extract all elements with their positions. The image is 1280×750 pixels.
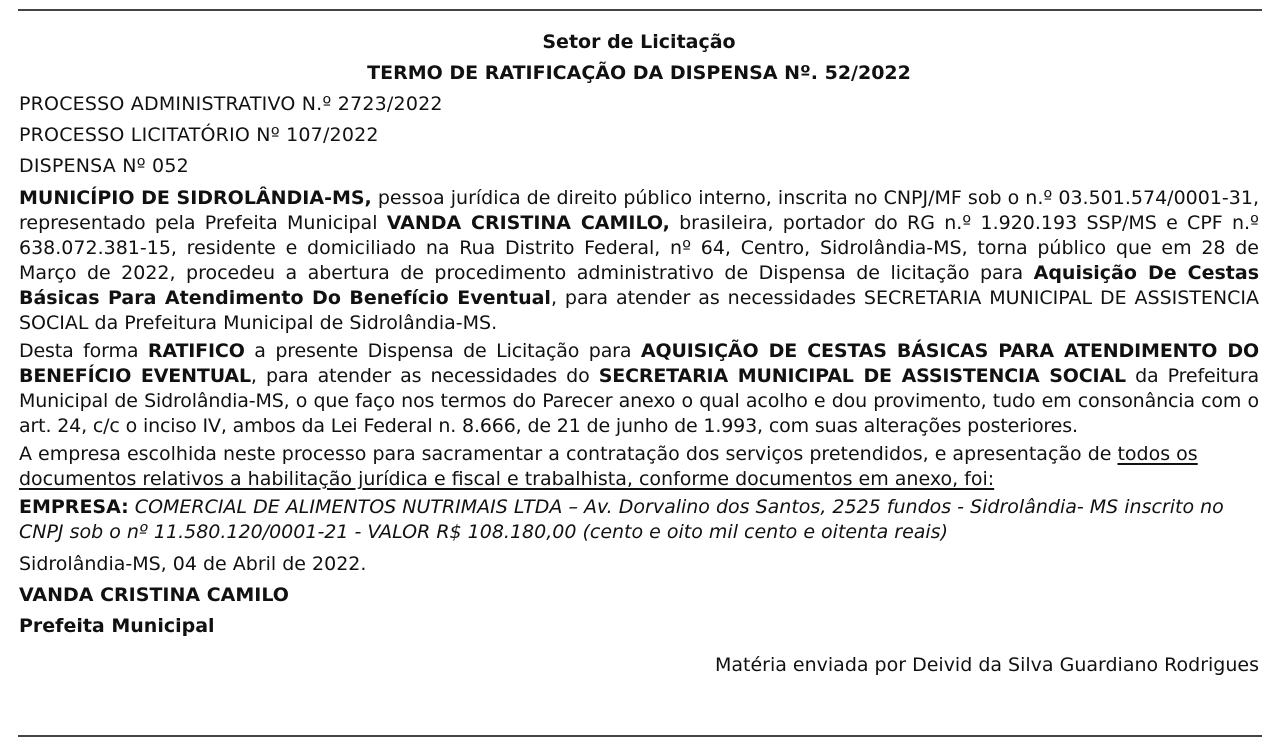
objeto-title: Aquisição De Cestas Básicas Para Atendimento Do Benefício Eventual <box>19 262 1260 309</box>
processo-administrativo: PROCESSO ADMINISTRATIVO N.º 2723/2022 <box>19 93 443 115</box>
objeto-upper: AQUISIÇÃO DE CESTAS BÁSICAS PARA ATENDIMENTO DO BENEFÍCIO EVENTUAL <box>19 340 1259 387</box>
sent-by-note: Matéria enviada por Deivid da Silva Guardiano Rodrigues <box>714 654 1259 676</box>
prefeita-name: VANDA CRISTINA CAMILO, <box>386 212 670 234</box>
paragraph-empresa-text-a: A empresa escolhida neste processo para sacramentar a contratação dos serviços pretendidos, e apresentação de <box>19 443 1118 465</box>
paragraph-ratificacao-text-c: , para atender as necessidades do <box>250 365 599 387</box>
processo-licitatorio: PROCESSO LICITATÓRIO Nº 107/2022 <box>19 124 379 146</box>
empresa-block <box>19 495 1259 545</box>
sector-heading: Setor de Licitação <box>542 31 736 53</box>
paragraph-ratificacao <box>19 339 1259 439</box>
paragraph-ratificacao-text-b: a presente Dispensa de Licitação para <box>244 340 641 362</box>
empresa-details: COMERCIAL DE ALIMENTOS NUTRIMAIS LTDA – Av. Dorvalino dos Santos, 2525 fundos - Sidrolândia- MS inscrito no CNPJ sob o nº 11.580.120/0001-21 - VALOR R$ 108.180,00 (cento e oito mil cento e oitenta reais) <box>19 496 1224 543</box>
document-title: TERMO DE RATIFICAÇÃO DA DISPENSA Nº. 52/2022 <box>367 62 911 84</box>
paragraph-municipio <box>19 186 1259 336</box>
paragraph-municipio-text-c: , para atender as necessidades SECRETARIA MUNICIPAL DE ASSISTENCIA SOCIAL da Prefeitura Municipal de Sidrolândia-MS. <box>19 287 1259 334</box>
document-date: Sidrolândia-MS, 04 de Abril de 2022. <box>19 553 367 575</box>
paragraph-empresa-underlined: todos os documentos relativos a habilitação jurídica e fiscal e trabalhista, conforme documentos em anexo, foi: <box>19 443 1198 490</box>
dispensa-number: DISPENSA Nº 052 <box>19 155 189 177</box>
empresa-label: EMPRESA: <box>19 496 129 518</box>
secretaria-name: SECRETARIA MUNICIPAL DE ASSISTENCIA SOCIAL <box>598 365 1126 387</box>
document <box>19 27 1259 681</box>
paragraph-ratificacao-text-a: Desta forma <box>19 340 148 362</box>
paragraph-municipio-text-a: pessoa jurídica de direito público interno, inscrita no CNPJ/MF sob o n.º 03.501.574/0001-31, representado pela Prefeita Municipal <box>19 187 1259 234</box>
paragraph-ratificacao-text-d: da Prefeitura Municipal de Sidrolândia-MS, o que faço nos termos do Parecer anexo o qual acolho e dou provimento, tudo em consonância com o art. 24, c/c o inciso IV, ambos da Lei Federal n. 8.666, de 21 de junho de 1.993, com suas alterações posteriores. <box>19 365 1259 437</box>
top-rule <box>18 9 1262 11</box>
paragraph-empresa-escolhida <box>19 442 1259 492</box>
bottom-rule <box>18 735 1262 737</box>
paragraph-municipio-text-b: brasileira, portador do RG n.º 1.920.193 SSP/MS e CPF n.º 638.072.381-15, residente e domiciliado na Rua Distrito Federal, nº 64, Centro, Sidrolândia-MS, torna público que em 28 de Março de 2022, procedeu a abertura de procedimento administrativo de Dispensa de licitação para <box>19 212 1259 284</box>
ratifico-word: RATIFICO <box>147 340 245 362</box>
signature-role: Prefeita Municipal <box>19 615 215 637</box>
municipio-name: MUNICÍPIO DE SIDROLÂNDIA-MS, <box>19 187 372 209</box>
signature-name: VANDA CRISTINA CAMILO <box>19 584 289 606</box>
